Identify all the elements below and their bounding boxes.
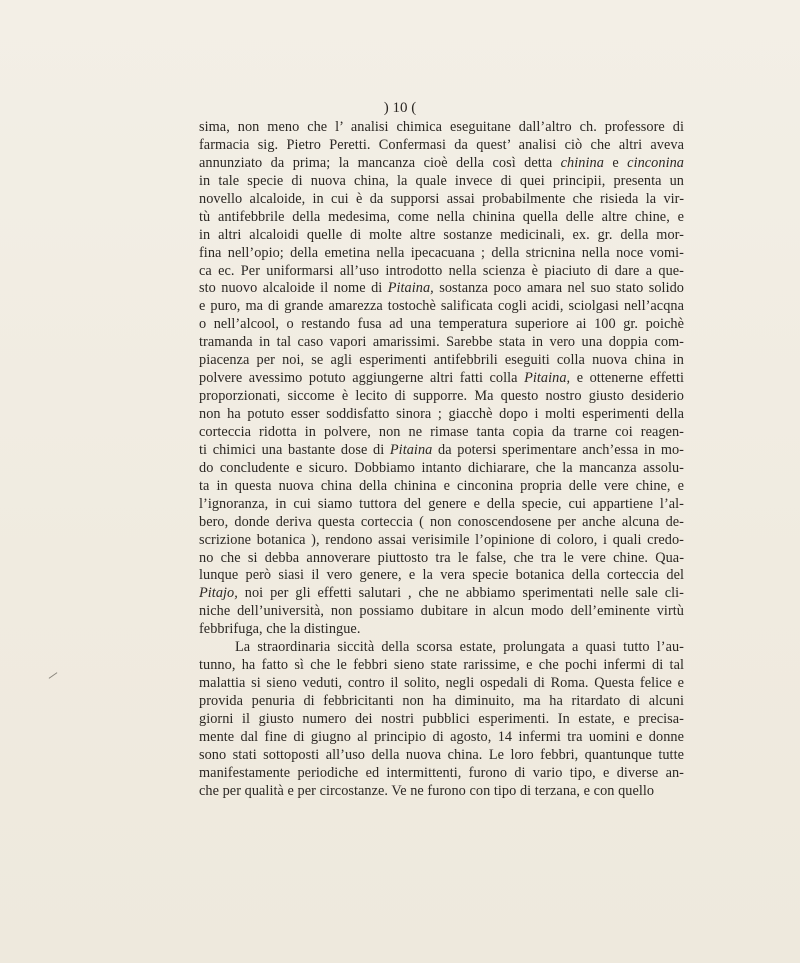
text-run: annunziato da prima; la mancanza cioè della così detta (199, 154, 561, 171)
text-run: proporzionati, siccome è lecito di supporre. Ma questo nostro giusto desiderio (199, 388, 684, 405)
text-run: no che si debba annoverare piuttosto tra le false, che tra le vere chine. Qua- (199, 549, 684, 566)
text-line (199, 621, 684, 639)
text-line (199, 675, 684, 693)
body-text (199, 119, 684, 801)
text-line (199, 352, 684, 370)
text-run: e puro, ma di grande amarezza tostochè salificata cogli acidi, sciolgasi nell’acqna (199, 298, 684, 315)
text-run: sto nuovo alcaloide il nome di (199, 280, 388, 297)
text-line (199, 191, 684, 209)
text-line (199, 514, 684, 532)
text-line (199, 316, 684, 334)
text-line (199, 209, 684, 227)
text-line (199, 460, 684, 478)
text-run: manifestamente periodiche ed intermittenti, furono di vario tipo, e diverse an- (199, 764, 684, 781)
text-line (199, 370, 684, 388)
text-run: che per qualità e per circostanze. Ve ne furono con tipo di terzana, e con quello (199, 782, 655, 799)
text-line (199, 765, 684, 783)
italic-term: chinina (560, 154, 604, 171)
text-run: sima, non meno che l’ analisi chimica eseguitane dall’altro ch. professore di (199, 119, 684, 135)
paragraph (199, 119, 684, 639)
text-run: La straordinaria siccità della scorsa estate, prolungata a quasi tutto l’au- (235, 639, 684, 656)
text-line (199, 263, 684, 281)
italic-term: cinconina (627, 154, 684, 171)
text-run: farmacia sig. Pietro Peretti. Confermasi da quest’ analisi ciò che altri aveva (199, 136, 684, 153)
text-run: scrizione botanica ), rendono assai verisimile l’opinione di coloro, i quali credo- (199, 531, 684, 548)
text-run: novello alcaloide, in cui è da supporsi assai probabilmente che risieda la vir- (199, 190, 684, 207)
text-run: polvere avessimo potuto aggiungerne altri fatti colla (199, 370, 525, 387)
pencil-mark (49, 672, 58, 679)
text-line (199, 532, 684, 550)
text-line (199, 334, 684, 352)
text-line (199, 567, 684, 585)
text-run: in altri alcaloidi quelle di molte altre sostanze medicinali, ex. gr. della mor- (199, 226, 684, 243)
text-line (199, 478, 684, 496)
text-run: piacenza per noi, se agli esperimenti antifebbrili eseguiti colla nuova china in (199, 352, 684, 369)
text-line (199, 173, 684, 191)
text-run: bero, donde deriva questa corteccia ( non conoscendosene per anche alcuna de- (199, 513, 684, 530)
text-run: lunque però siasi il vero genere, e la vera specie botanica della corteccia del (199, 567, 684, 584)
italic-term: Pitaina, (387, 280, 434, 297)
text-line (199, 585, 684, 603)
text-line (199, 442, 684, 460)
page-number: ) 10 ( (383, 100, 417, 116)
text-run: o nell’alcool, o restando fusa ad una temperatura superiore ai 100 gr. poichè (199, 316, 684, 333)
text-run: febbrifuga, che la distingue. (199, 621, 361, 638)
text-line (199, 783, 684, 801)
text-run: provida penuria di febbricitanti non ha diminuito, ma ha ritardato di alcuni (199, 693, 684, 709)
text-run: ca ec. Per uniformarsi all’uso introdotto nella scienza è piaciuto di dare a que- (199, 262, 684, 279)
text-line (199, 406, 684, 424)
text-run: da potersi sperimentare anch’essa in mo- (432, 441, 684, 458)
text-line (199, 639, 684, 657)
italic-term: Pitajo, (199, 585, 238, 602)
text-run: noi per gli effetti salutari , che ne abbiamo sperimentati nelle sale cli- (237, 585, 684, 602)
text-line (199, 280, 684, 298)
text-run: mente dal fine di giugno al principio di agosto, 14 infermi tra uomini e donne (199, 728, 684, 745)
text-run: in tale specie di nuova china, la quale invece di quei principii, presenta un (199, 172, 684, 189)
text-run: fina nell’opio; della emetina nella ipecacuana ; della stricnina nella noce vomi- (199, 244, 684, 261)
text-line (199, 245, 684, 263)
text-line (199, 119, 684, 137)
text-run: giorni il giusto numero dei nostri pubblici esperimenti. In estate, e precisa- (199, 710, 684, 727)
text-line (199, 388, 684, 406)
text-run: tù antifebbrile della medesima, come nella chinina quella delle altre chine, e (199, 208, 684, 225)
text-line (199, 729, 684, 747)
text-run: sostanza poco amara nel suo stato solido (433, 280, 684, 297)
text-run: l’ignoranza, in cui siamo tuttora del genere e della specie, cui appartiene l’al- (199, 495, 684, 512)
text-run: tramanda in tal caso vapori amarissimi. Sarebbe stata in vero una doppia com- (199, 334, 684, 351)
italic-term: Pitaina (389, 441, 433, 458)
text-run: niche dell’università, non possiamo dubitare in alcun modo dell’eminente virtù (199, 603, 684, 620)
text-run: do concludente e sicuro. Dobbiamo intanto dichiarare, che la mancanza assolu- (199, 459, 684, 476)
text-line (199, 693, 684, 711)
text-run: tunno, ha fatto sì che le febbri sieno state rarissime, e che pochi infermi di tal (199, 657, 684, 674)
text-run: e (603, 154, 628, 171)
paragraph (199, 639, 684, 800)
text-line (199, 298, 684, 316)
text-run: corteccia ridotta in polvere, non ne rimase tanta copia da trarne coi reagen- (199, 423, 684, 440)
text-run: non ha potuto esser soddisfatto sinora ; giacchè dopo i molti esperimenti della (199, 406, 684, 422)
text-run: sono stati sottoposti all’uso della nuova china. Le loro febbri, quantunque tutte (199, 746, 684, 763)
text-run: malattia si sieno veduti, contro il solito, negli ospedali di Roma. Questa felice e (199, 675, 684, 692)
text-run: ta in questa nuova china della chinina e cinconina propria delle vere chine, e (199, 477, 684, 494)
text-line (199, 657, 684, 675)
text-line (199, 711, 684, 729)
text-line (199, 747, 684, 765)
text-line (199, 496, 684, 514)
text-line (199, 550, 684, 568)
text-run: e ottenerne effetti (570, 370, 684, 387)
text-run: ti chimici una bastante dose di (199, 441, 390, 458)
text-line (199, 155, 684, 173)
text-line (199, 603, 684, 621)
text-line (199, 227, 684, 245)
text-line (199, 424, 684, 442)
italic-term: Pitaina, (524, 370, 571, 387)
text-line (199, 137, 684, 155)
